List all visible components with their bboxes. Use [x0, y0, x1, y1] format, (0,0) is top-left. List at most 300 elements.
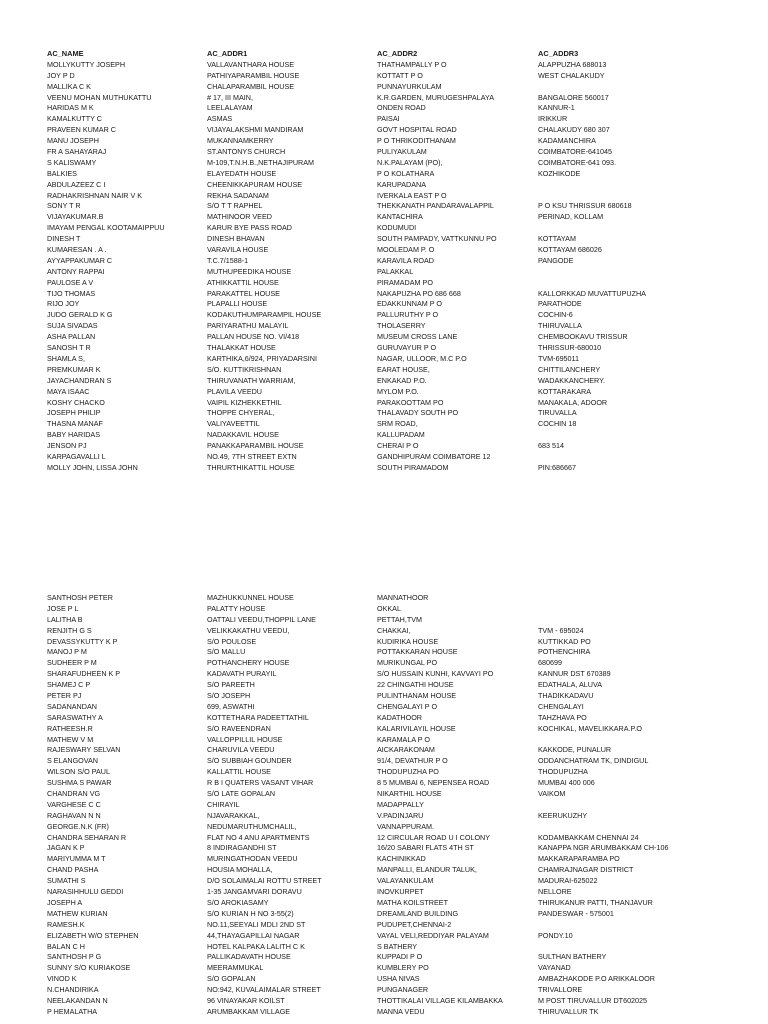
- block-1-rows: [0, 60, 768, 474]
- ac-addr3-cell: WADAKKANCHERY.: [538, 375, 605, 385]
- ac-addr2-cell: NAGAR, ULLOOR, M.C P.O: [377, 353, 467, 363]
- ac-name-cell: VARGHESE C C: [47, 799, 101, 809]
- ac-addr2-cell: AICKARAKONAM: [377, 745, 435, 755]
- ac-addr1-cell: PATHIYAPARAMBIL HOUSE: [207, 70, 300, 80]
- ac-name-cell: NEELAKANDAN N: [47, 995, 108, 1005]
- ac-addr3-cell: KANNUR DST 670389: [538, 669, 611, 679]
- account-table-block-2: [0, 593, 768, 1018]
- ac-addr2-cell: ENKAKAD P.O.: [377, 375, 427, 385]
- table-row: [0, 942, 768, 953]
- ac-addr1-cell: MAZHUKKUNNEL HOUSE: [207, 593, 294, 602]
- ac-addr1-cell: DINESH BHAVAN: [207, 234, 265, 244]
- ac-addr3-cell: PIN:686667: [538, 462, 576, 472]
- ac-addr2-cell: CHERAI P O: [377, 441, 419, 451]
- ac-addr3-cell: KOCHIKAL, MAVELIKKARA.P.O: [538, 723, 642, 733]
- ac-addr3-cell: POTHENCHIRA: [538, 647, 591, 657]
- ac-addr2-cell: SRM ROAD,: [377, 419, 418, 429]
- ac-addr1-cell: KARTHIKA,6/924, PRIYADARSINI: [207, 353, 317, 363]
- ac-addr2-cell: THOLASERRY: [377, 321, 426, 331]
- ac-addr2-cell: PULINTHANAM HOUSE: [377, 691, 457, 701]
- ac-addr2-cell: POTTAKKARAN HOUSE: [377, 647, 458, 657]
- table-row: [0, 691, 768, 702]
- table-row: [0, 963, 768, 974]
- ac-addr1-cell: PANAKKAPARAMBIL HOUSE: [207, 441, 304, 451]
- ac-addr1-cell: S/O AROKIASAMY: [207, 897, 269, 907]
- ac-name-cell: MOLLYKUTTY JOSEPH: [47, 59, 126, 69]
- ac-addr3-cell: KUTTIKKAD PO: [538, 636, 591, 646]
- ac-addr3-cell: COCHIN-6: [538, 310, 573, 320]
- ac-addr3-cell: KEERUKUZHY: [538, 810, 588, 820]
- ac-addr3-cell: MANAKALA, ADOOR: [538, 397, 608, 407]
- ac-name-cell: SUMATHI S: [47, 876, 86, 886]
- ac-addr1-cell: MURINGATHODAN VEEDU: [207, 854, 298, 864]
- ac-addr1-cell: PALATTY HOUSE: [207, 603, 266, 613]
- table-row: [0, 354, 768, 365]
- ac-addr1-cell: CHEENIKKAPURAM HOUSE: [207, 179, 303, 189]
- ac-addr1-cell: REKHA SADANAM: [207, 190, 269, 200]
- ac-addr2-cell: VALAYANKULAM: [377, 876, 434, 886]
- ac-name-cell: KAMALKUTTY C: [47, 114, 102, 124]
- table-row: [0, 647, 768, 658]
- ac-name-cell: JOSEPH A: [47, 897, 83, 907]
- ac-addr3-cell: ODDANCHATRAM TK, DINDIGUL: [538, 756, 649, 766]
- ac-addr1-cell: CHARUVILA VEEDU: [207, 745, 275, 755]
- table-row: [0, 996, 768, 1007]
- ac-addr1-cell: KADAVATH PURAYIL: [207, 669, 277, 679]
- ac-addr1-cell: MUKANNAMKERRY: [207, 136, 274, 146]
- ac-addr1-cell: PLAVILA VEEDU: [207, 386, 262, 396]
- table-row: [0, 637, 768, 648]
- ac-addr2-cell: PIRAMADAM PO: [377, 277, 433, 287]
- ac-name-cell: AYYAPPAKUMAR C: [47, 255, 113, 265]
- ac-name-cell: SHARAFUDHEEN K P: [47, 669, 121, 679]
- ac-addr3-cell: PANGODE: [538, 255, 574, 265]
- ac-name-cell: S ELANGOVAN: [47, 756, 98, 766]
- ac-addr3-cell: KADAMANCHIRA: [538, 136, 596, 146]
- ac-addr2-cell: OKKAL: [377, 603, 401, 613]
- table-row: [0, 974, 768, 985]
- ac-addr1-cell: 44,THAYAGAPILLAI NAGAR: [207, 930, 300, 940]
- table-row: [0, 767, 768, 778]
- ac-addr1-cell: THALAKKAT HOUSE: [207, 343, 276, 353]
- ac-addr1-cell: NO.49, 7TH STREET EXTN: [207, 451, 297, 461]
- ac-name-cell: SADANANDAN: [47, 701, 97, 711]
- table-row: [0, 212, 768, 223]
- ac-addr3-cell: TIRUVALLA: [538, 408, 577, 418]
- ac-name-cell: KARPAGAVALLI L: [47, 451, 106, 461]
- table-row: [0, 343, 768, 354]
- ac-addr2-cell: KUPPADI P O: [377, 952, 423, 962]
- ac-name-cell: ELIZABETH W/O STEPHEN: [47, 930, 139, 940]
- ac-name-cell: PAULOSE A V: [47, 277, 94, 287]
- ac-name-cell: BABY HARIDAS: [47, 430, 100, 440]
- block-2-rows: [0, 593, 768, 1018]
- ac-addr2-cell: KACHINIKKAD: [377, 854, 426, 864]
- table-row: [0, 321, 768, 332]
- table-row: [0, 909, 768, 920]
- table-row: [0, 158, 768, 169]
- ac-addr2-cell: KARAMALA P O: [377, 734, 430, 744]
- ac-addr2-cell: EARAT HOUSE,: [377, 364, 430, 374]
- table-row: [0, 452, 768, 463]
- ac-addr2-cell: VAYAL VELI,REDDIYAR PALAYAM: [377, 930, 489, 940]
- ac-addr1-cell: VALLAVANTHARA HOUSE: [207, 59, 295, 69]
- ac-addr1-cell: FLAT NO 4 ANU APARTMENTS: [207, 832, 310, 842]
- ac-name-cell: GEORGE.N.K (FR): [47, 821, 109, 831]
- ac-addr3-cell: M POST TIRUVALLUR DT602025: [538, 995, 648, 1005]
- ac-name-cell: RENJITH G S: [47, 625, 92, 635]
- ac-addr3-cell: KODAMBAKKAM CHENNAI 24: [538, 832, 639, 842]
- ac-addr1-cell: S/O KURIAN H NO 3-55(2): [207, 908, 294, 918]
- ac-name-cell: ASHA PALLAN: [47, 332, 96, 342]
- ac-name-cell: SUSHMA S PAWAR: [47, 778, 112, 788]
- table-row: [0, 713, 768, 724]
- ac-name-cell: MANOJ P M: [47, 647, 87, 657]
- ac-addr3-cell: CHENGALAYI: [538, 701, 584, 711]
- ac-name-cell: JAYACHANDRAN S: [47, 375, 112, 385]
- table-row: [0, 430, 768, 441]
- ac-name-cell: THASNA MANAF: [47, 419, 103, 429]
- ac-addr1-cell: LEELALAYAM: [207, 103, 253, 113]
- ac-name-cell: SUDHEER P M: [47, 658, 97, 668]
- ac-addr2-cell: PAISAI: [377, 114, 400, 124]
- ac-name-cell: NARASIHHULU GEDDI: [47, 887, 124, 897]
- ac-name-cell: SHAMEJ C P: [47, 680, 91, 690]
- ac-addr1-cell: CHIRAYIL: [207, 799, 240, 809]
- ac-addr2-cell: SOUTH PIRAMADOM: [377, 462, 449, 472]
- ac-addr1-cell: PALLIKADAVATH HOUSE: [207, 952, 291, 962]
- ac-addr3-cell: IRIKKUR: [538, 114, 568, 124]
- ac-name-cell: MATHEW V M: [47, 734, 94, 744]
- ac-addr3-cell: KOZHIKODE: [538, 168, 581, 178]
- ac-addr2-cell: KANTACHIRA: [377, 212, 423, 222]
- ac-addr1-cell: S/O MALLU: [207, 647, 246, 657]
- table-row: [0, 114, 768, 125]
- ac-addr2-cell: KADATHOOR: [377, 712, 422, 722]
- ac-addr1-cell: VAIPIL KIZHEKKETHIL: [207, 397, 282, 407]
- ac-addr2-cell: PUNGANAGER: [377, 985, 429, 995]
- ac-addr2-cell: PUNNAYURKULAM: [377, 81, 442, 91]
- header-ac-addr3: AC_ADDR3: [538, 49, 579, 58]
- ac-name-cell: RATHEESH.R: [47, 723, 93, 733]
- ac-addr1-cell: S/O. KUTTIKRISHNAN: [207, 364, 282, 374]
- ac-name-cell: MAYA ISAAC: [47, 386, 90, 396]
- ac-addr2-cell: THODUPUZHA PO: [377, 767, 439, 777]
- ac-addr1-cell: VALLOPPILLIL HOUSE: [207, 734, 283, 744]
- ac-addr1-cell: S/O T T RAPHEL: [207, 201, 263, 211]
- ac-name-cell: SUJA SIVADAS: [47, 321, 98, 331]
- ac-name-cell: SHAMLA S,: [47, 353, 85, 363]
- ac-name-cell: CHANDRAN VG: [47, 789, 101, 799]
- table-row: [0, 310, 768, 321]
- ac-addr1-cell: 96 VINAYAKAR KOILST: [207, 995, 285, 1005]
- table-row: [0, 267, 768, 278]
- ac-addr1-cell: KOTTETHARA PADEETTATHIL: [207, 712, 309, 722]
- ac-addr1-cell: KARUR BYE PASS ROAD: [207, 223, 292, 233]
- ac-addr2-cell: GOVT HOSPITAL ROAD: [377, 125, 457, 135]
- ac-addr2-cell: PARAKOOTTAM PO: [377, 397, 444, 407]
- ac-addr3-cell: TVM-695011: [538, 353, 580, 363]
- table-row: [0, 245, 768, 256]
- ac-addr3-cell: KOTTAYAM: [538, 234, 576, 244]
- table-row: [0, 745, 768, 756]
- ac-name-cell: JOSEPH PHILIP: [47, 408, 101, 418]
- ac-addr3-cell: TVM - 695024: [538, 625, 584, 635]
- table-row: [0, 365, 768, 376]
- ac-addr3-cell: KALLORKKAD MUVATTUPUZHA: [538, 288, 646, 298]
- ac-addr3-cell: CHAMRAJNAGAR DISTRICT: [538, 865, 634, 875]
- table-row: [0, 658, 768, 669]
- ac-name-cell: ABDULAZEEZ C I: [47, 179, 106, 189]
- ac-name-cell: SANOSH T R: [47, 343, 91, 353]
- table-row: [0, 920, 768, 931]
- table-row: [0, 789, 768, 800]
- ac-name-cell: HARIDAS M K: [47, 103, 94, 113]
- ac-addr3-cell: COIMBATORE-641045: [538, 147, 613, 157]
- table-row: [0, 201, 768, 212]
- ac-addr3-cell: MADURAI-625022: [538, 876, 598, 886]
- ac-addr1-cell: S/O GOPALAN: [207, 974, 256, 984]
- header-ac-name: AC_NAME: [47, 49, 84, 58]
- ac-name-cell: MATHEW KURIAN: [47, 908, 108, 918]
- ac-addr2-cell: MADAPPALLY: [377, 799, 424, 809]
- ac-addr1-cell: NO.11,SEEYALI MDLI 2ND ST: [207, 919, 306, 929]
- ac-addr2-cell: S/O HUSSAIN KUNHI, KAVVAYI PO: [377, 669, 494, 679]
- ac-name-cell: P HEMALATHA: [47, 1006, 98, 1016]
- ac-addr3-cell: KAKKODE, PUNALUR: [538, 745, 612, 755]
- ac-addr2-cell: N.K.PALAYAM (PO),: [377, 157, 443, 167]
- table-row: [0, 93, 768, 104]
- ac-addr2-cell: KOTTATT P O: [377, 70, 423, 80]
- table-row: [0, 593, 768, 604]
- ac-addr3-cell: WEST CHALAKUDY: [538, 70, 605, 80]
- ac-addr1-cell: CHALAPARAMBIL HOUSE: [207, 81, 295, 91]
- ac-addr2-cell: MUSEUM CROSS LANE: [377, 332, 458, 342]
- ac-addr2-cell: PUDUPET,CHENNAI-2: [377, 919, 452, 929]
- ac-addr3-cell: THADIKKADAVU: [538, 691, 594, 701]
- ac-name-cell: IMAYAM PENGAL KOOTAMAIPPUU: [47, 223, 165, 233]
- ac-addr2-cell: INOVKURPET: [377, 887, 424, 897]
- table-row: [0, 60, 768, 71]
- ac-addr2-cell: PULIYAKULAM: [377, 147, 427, 157]
- ac-name-cell: SANTHOSH PETER: [47, 593, 113, 602]
- table-row: [0, 843, 768, 854]
- table-row: [0, 626, 768, 637]
- ac-addr1-cell: VIJAYALAKSHMI MANDIRAM: [207, 125, 304, 135]
- table-row: [0, 180, 768, 191]
- ac-addr1-cell: S/O SUBBIAH GOUNDER: [207, 756, 292, 766]
- ac-addr1-cell: PARAKATTEL HOUSE: [207, 288, 280, 298]
- ac-addr3-cell: CHALAKUDY 680 307: [538, 125, 610, 135]
- ac-addr3-cell: AMBAZHAKODE P.O ARIKKALOOR: [538, 974, 655, 984]
- ac-name-cell: SUNNY S/O KURIAKOSE: [47, 963, 131, 973]
- ac-addr3-cell: PARATHODE: [538, 299, 582, 309]
- ac-name-cell: BALKIES: [47, 168, 77, 178]
- ac-addr1-cell: R B I QUATERS VASANT VIHAR: [207, 778, 314, 788]
- ac-addr1-cell: S/O LATE GOPALAN: [207, 789, 276, 799]
- ac-addr1-cell: 8 INDIRAGANDHI ST: [207, 843, 277, 853]
- ac-addr1-cell: OATTALI VEEDU,THOPPIL LANE: [207, 614, 316, 624]
- table-row: [0, 387, 768, 398]
- table-row: [0, 234, 768, 245]
- ac-addr1-cell: VELIKKAKATHU VEEDU,: [207, 625, 290, 635]
- ac-addr3-cell: CHEMBOOKAVU TRISSUR: [538, 332, 628, 342]
- ac-addr1-cell: ASMAS: [207, 114, 233, 124]
- ac-name-cell: RAGHAVAN N N: [47, 810, 101, 820]
- table-row: [0, 887, 768, 898]
- ac-name-cell: PREMKUMAR K: [47, 364, 101, 374]
- ac-addr1-cell: ST.ANTONYS CHURCH: [207, 147, 286, 157]
- ac-addr1-cell: ARUMBAKKAM VILLAGE: [207, 1006, 291, 1016]
- ac-addr2-cell: KALLUPADAM: [377, 430, 425, 440]
- ac-name-cell: JOY P D: [47, 70, 75, 80]
- ac-name-cell: RIJO JOY: [47, 299, 80, 309]
- ac-addr1-cell: ATHIKKATTIL HOUSE: [207, 277, 279, 287]
- ac-addr2-cell: S BATHERY: [377, 941, 418, 951]
- ac-name-cell: VEENU MOHAN MUTHUKATTU: [47, 92, 152, 102]
- ac-addr1-cell: KALLATTIL HOUSE: [207, 767, 271, 777]
- ac-addr1-cell: M-109,T.N.H.B.,NETHAJIPURAM: [207, 157, 315, 167]
- table-row: [0, 1007, 768, 1018]
- ac-addr2-cell: EDAKKUNNAM P O: [377, 299, 442, 309]
- ac-addr1-cell: VALIYAVEETTIL: [207, 419, 260, 429]
- table-row: [0, 680, 768, 691]
- table-row: [0, 103, 768, 114]
- ac-addr3-cell: VAIKOM: [538, 789, 566, 799]
- ac-addr3-cell: BANGALORE 560017: [538, 92, 609, 102]
- table-row: [0, 278, 768, 289]
- ac-name-cell: ANTONY RAPPAI: [47, 266, 105, 276]
- ac-addr3-cell: 683 514: [538, 441, 564, 451]
- ac-name-cell: DEVASSYKUTTY K P: [47, 636, 118, 646]
- table-row: [0, 332, 768, 343]
- ac-name-cell: WILSON S/O PAUL: [47, 767, 110, 777]
- ac-addr1-cell: S/O JOSEPH: [207, 691, 251, 701]
- ac-addr1-cell: S/O POULOSE: [207, 636, 257, 646]
- ac-addr3-cell: 680699: [538, 658, 562, 668]
- ac-addr1-cell: S/O PAREETH: [207, 680, 255, 690]
- ac-addr1-cell: S/O RAVEENDRAN: [207, 723, 271, 733]
- table-row: [0, 778, 768, 789]
- ac-addr3-cell: SULTHAN BATHERY: [538, 952, 607, 962]
- ac-name-cell: PRAVEEN KUMAR C: [47, 125, 116, 135]
- ac-name-cell: TIJO THOMAS: [47, 288, 96, 298]
- ac-name-cell: PETER PJ: [47, 691, 82, 701]
- ac-addr3-cell: KANNUR-1: [538, 103, 575, 113]
- ac-addr1-cell: HOUSIA MOHALLA,: [207, 865, 273, 875]
- ac-addr2-cell: KARUPADANA: [377, 179, 426, 189]
- table-row: [0, 604, 768, 615]
- ac-addr1-cell: NO:942, KUVALAIMALAR STREET: [207, 985, 321, 995]
- ac-name-cell: KUMARESAN . A .: [47, 245, 107, 255]
- table-row: [0, 669, 768, 680]
- ac-addr3-cell: TRIVALLORE: [538, 985, 583, 995]
- ac-name-cell: DINESH T: [47, 234, 81, 244]
- ac-addr2-cell: IVERKALA EAST P O: [377, 190, 447, 200]
- ac-addr1-cell: THRURTHIKATTIL HOUSE: [207, 462, 295, 472]
- ac-addr1-cell: NEDUMARUTHUMCHALIL,: [207, 821, 297, 831]
- ac-addr3-cell: TAHZHAVA PO: [538, 712, 587, 722]
- table-row: [0, 833, 768, 844]
- ac-name-cell: SARASWATHY A: [47, 712, 103, 722]
- ac-addr2-cell: PALLURUTHY P O: [377, 310, 439, 320]
- ac-addr1-cell: 699, ASWATHI: [207, 701, 255, 711]
- table-row: [0, 724, 768, 735]
- ac-addr1-cell: T.C.7/1588-1: [207, 255, 249, 265]
- ac-addr3-cell: COIMBATORE-641 093.: [538, 157, 617, 167]
- ac-addr2-cell: CHENGALAYI P O: [377, 701, 438, 711]
- ac-addr2-cell: KODUMUDI: [377, 223, 417, 233]
- ac-name-cell: JUDO GERALD K G: [47, 310, 113, 320]
- ac-name-cell: N.CHANDIRIKA: [47, 985, 99, 995]
- ac-addr2-cell: NIKARTHIL HOUSE: [377, 789, 442, 799]
- ac-name-cell: VINOD K: [47, 974, 77, 984]
- ac-addr3-cell: KANAPPA NGR ARUMBAKKAM CH-106: [538, 843, 669, 853]
- ac-addr2-cell: 12 CIRCULAR ROAD U I COLONY: [377, 832, 491, 842]
- ac-addr3-cell: P O KSU THRISSUR 680618: [538, 201, 632, 211]
- table-row: [0, 299, 768, 310]
- ac-addr1-cell: 1-35 JANGAMVARI DORAVU: [207, 887, 302, 897]
- ac-addr3-cell: PERINAD, KOLLAM: [538, 212, 604, 222]
- ac-addr3-cell: PONDY.10: [538, 930, 573, 940]
- ac-addr3-cell: MUMBAI 400 006: [538, 778, 595, 788]
- ac-addr1-cell: NADAKKAVIL HOUSE: [207, 430, 279, 440]
- ac-addr3-cell: EDATHALA, ALUVA: [538, 680, 603, 690]
- header-ac-addr2: AC_ADDR2: [377, 49, 418, 58]
- table-row: [0, 952, 768, 963]
- ac-addr2-cell: ONDEN ROAD: [377, 103, 426, 113]
- table-row: [0, 931, 768, 942]
- table-row: [0, 256, 768, 267]
- ac-addr2-cell: DREAMLAND BUILDING: [377, 908, 459, 918]
- ac-addr1-cell: VARAVILA HOUSE: [207, 245, 269, 255]
- ac-addr2-cell: THATHAMPALLY P O: [377, 59, 447, 69]
- table-row: [0, 822, 768, 833]
- ac-addr1-cell: POTHANCHERY HOUSE: [207, 658, 290, 668]
- ac-addr2-cell: PETTAH,TVM: [377, 614, 422, 624]
- table-row: [0, 191, 768, 202]
- ac-addr1-cell: MUTHUPEEDIKA HOUSE: [207, 266, 292, 276]
- ac-addr2-cell: THEKKANATH PANDARAVALAPPIL: [377, 201, 494, 211]
- ac-addr3-cell: MAKKARAPARAMBA PO: [538, 854, 620, 864]
- ac-addr2-cell: 22 CHINGATHI HOUSE: [377, 680, 454, 690]
- ac-addr1-cell: PALLAN HOUSE NO. VI/418: [207, 332, 300, 342]
- ac-name-cell: RAMESH.K: [47, 919, 85, 929]
- table-row: [0, 735, 768, 746]
- account-table-block-1: [0, 49, 768, 474]
- ac-addr2-cell: 91/4, DEVATHUR P O: [377, 756, 448, 766]
- ac-addr2-cell: MOOLEDAM P. O: [377, 245, 435, 255]
- ac-addr3-cell: THRISSUR-680010: [538, 343, 602, 353]
- ac-addr3-cell: COCHIN 18: [538, 419, 577, 429]
- ac-addr3-cell: CHITTILANCHERY: [538, 364, 601, 374]
- ac-name-cell: LALITHA B: [47, 614, 83, 624]
- ac-addr2-cell: VANNAPPURAM.: [377, 821, 434, 831]
- table-row: [0, 811, 768, 822]
- ac-addr3-cell: KOTTAYAM 686026: [538, 245, 602, 255]
- ac-addr2-cell: THALAVADY SOUTH PO: [377, 408, 459, 418]
- ac-name-cell: CHANDRA SEHARAN R: [47, 832, 127, 842]
- ac-addr2-cell: MANNATHOOR: [377, 593, 429, 602]
- ac-addr1-cell: NJAVARAKKAL,: [207, 810, 260, 820]
- ac-addr2-cell: MYLOM P.O.: [377, 386, 419, 396]
- table-row: [0, 419, 768, 430]
- ac-addr2-cell: SOUTH PAMPADY, VATTKUNNU PO: [377, 234, 497, 244]
- ac-addr1-cell: HOTEL KALPAKA LALITH C K: [207, 941, 305, 951]
- table-row: [0, 136, 768, 147]
- ac-addr1-cell: KODAKUTHUMPARAMPIL HOUSE: [207, 310, 322, 320]
- ac-addr2-cell: P O KOLATHARA: [377, 168, 435, 178]
